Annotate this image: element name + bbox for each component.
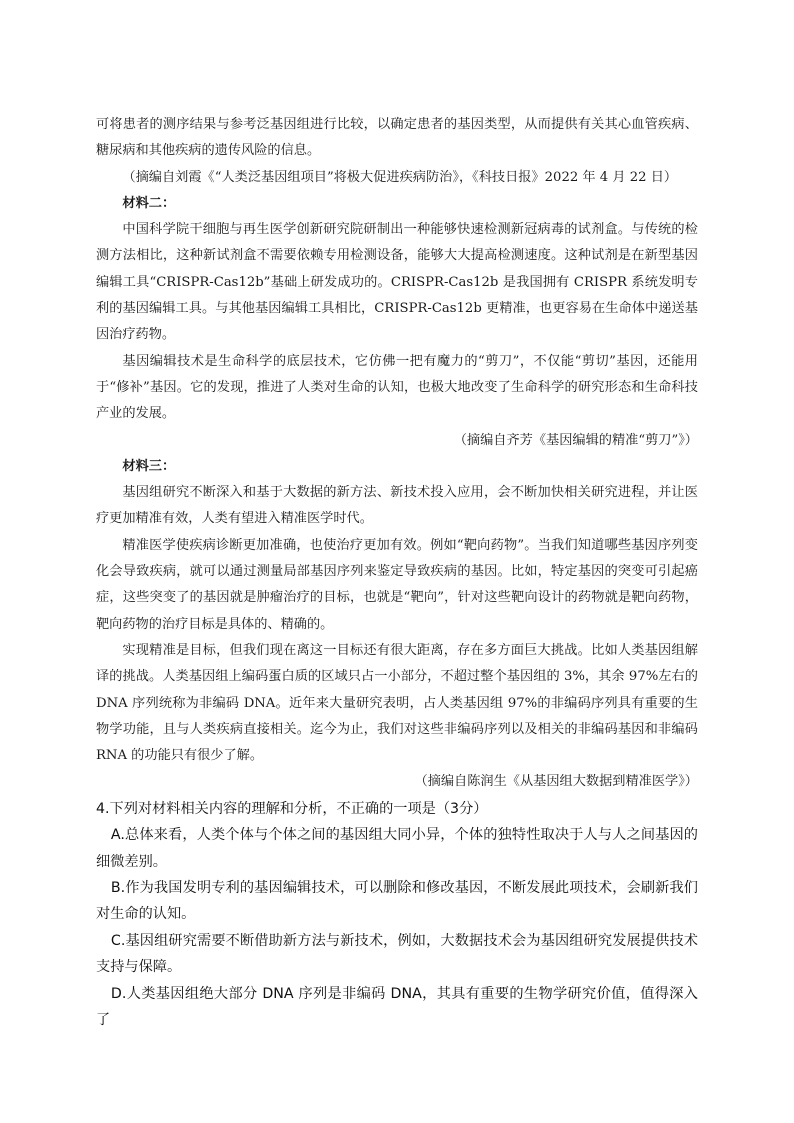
question-option-c: C.基因组研究需要不断借助新方法与新技术，例如，大数据技术会为基因组研究发展提供技术支持与保障。 bbox=[96, 932, 698, 976]
material2-label: 材料二： bbox=[122, 195, 176, 211]
material2-source: （摘编自齐芳《基因编辑的精准“剪刀”》） bbox=[453, 432, 698, 448]
material3-paragraph-1: 基因组研究不断深入和基于大数据的新方法、新技术投入应用，会不断加快相关研究进程，并让医疗更加精准有效，人类有望进入精准医学时代。 bbox=[96, 485, 698, 527]
material3-paragraph-2: 精准医学使疾病诊断更加准确，也使治疗更加有效。例如“靶向药物”。当我们知道哪些基因序列变化会导致疾病，就可以通过测量局部基因序列来鉴定导致疾病的基因。比如，特定基因的突变可引起癌症，这些突变了的基因就是肿瘤治疗的目标，也就是“靶向”，针对这些靶向设计的药物就是靶向药物，靶向药物的治疗目标是具体的、精确的。 bbox=[96, 537, 698, 632]
material3-paragraph-3: 实现精准是目标，但我们现在离这一目标还有很大距离，存在多方面巨大挑战。比如人类基因组解译的挑战。人类基因组上编码蛋白质的区域只占一小部分，不超过整个基因组的 3%，其余 97%左右的 DNA 序列统称为非编码 DNA。近年来大量研究表明，占人类基因组 97%的非编码序列具有重要的生物学功能，且与人类疾病直接相关。迄今为止，我们对这些非编码序列以及相关的非编码基因和非编码 RNA 的功能只有很少了解。 bbox=[96, 642, 698, 764]
material3-source: （摘编自陈润生《从基因组大数据到精准医学》） bbox=[414, 774, 698, 790]
question-option-a: A.总体来看，人类个体与个体之间的基因组大同小异，个体的独特性取决于人与人之间基因的细微差别。 bbox=[96, 827, 698, 870]
material2-paragraph-2: 基因编辑技术是生命科学的底层技术，它仿佛一把有魔力的“剪刀”，不仅能“剪切”基因，还能用于“修补”基因。它的发现，推进了人类对生命的认知，也极大地改变了生命科学的研究形态和生命科技产业的发展。 bbox=[96, 353, 698, 422]
material2-paragraph-1: 中国科学院干细胞与再生医学创新研究院研制出一种能够快速检测新冠病毒的试剂盒。与传统的检测方法相比，这种新试剂盒不需要依赖专用检测设备，能够大大提高检测速度。这种试剂是在新型基因编辑工具“CRISPR-Cas12b”基础上研发成功的。CRISPR-Cas12b 是我国拥有 CRISPR 系统发明专利的基因编辑工具。与其他基因编辑工具相比，CRISPR-Cas12b 更精准，也更容易在生命体中递送基因治疗药物。 bbox=[96, 222, 698, 343]
material3-label: 材料三： bbox=[122, 458, 176, 474]
question-option-b: B.作为我国发明专利的基因编辑技术，可以删除和修改基因，不断发展此项技术，会刷新我们对生命的认知。 bbox=[96, 879, 698, 923]
question-stem: 4.下列对材料相关内容的理解和分析，不正确的一项是（3分） bbox=[96, 800, 488, 817]
material1-tail-paragraph: 可将患者的测序结果与参考泛基因组进行比较，以确定患者的基因类型，从而提供有关其心血管疾病、糖尿病和其他疾病的遗传风险的信息。 bbox=[96, 117, 698, 159]
material1-source: （摘编自刘霞《“人类泛基因组项目”将极大促进疾病防治》，《科技日报》2022 年 4 月 22 日） bbox=[122, 169, 678, 185]
question-option-d: D.人类基因组绝大部分 DNA 序列是非编码 DNA，其具有重要的生物学研究价值，值得深入了 bbox=[96, 985, 698, 1028]
document-page bbox=[96, 112, 698, 1033]
